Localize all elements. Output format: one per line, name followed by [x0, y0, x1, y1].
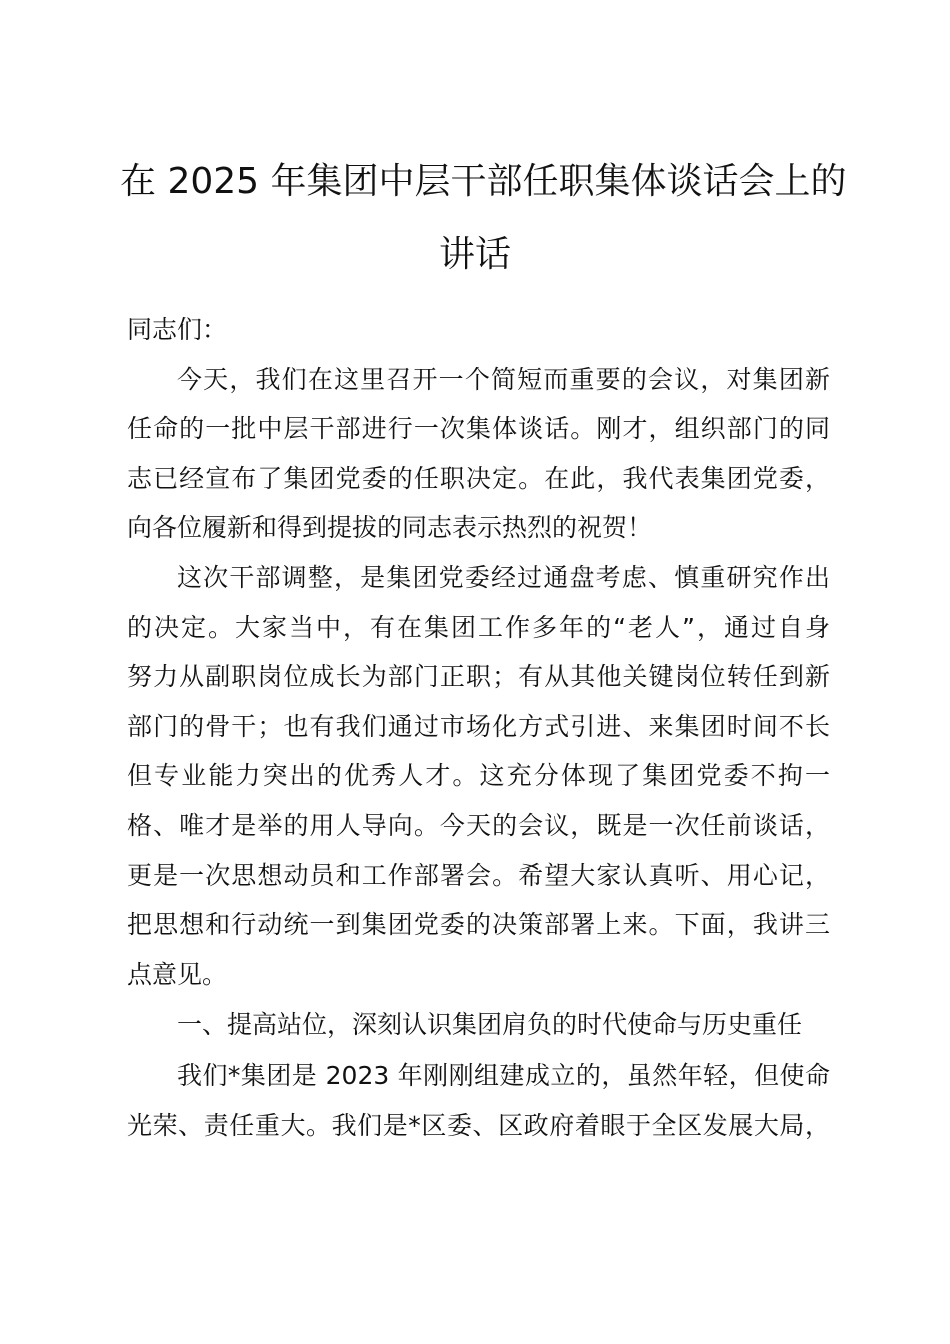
title-line-1: 在 2025 年集团中层干部任职集体谈话会上的 — [120, 161, 847, 202]
text-line: 光荣、责任重大。我们是*区委、区政府着眼于全区发展大局， — [127, 1110, 830, 1140]
paragraph-2 — [127, 553, 830, 999]
text-line: 努力从副职岗位成长为部门正职；有从其他关键岗位转任到新 — [127, 662, 830, 692]
text-line: 今天，我们在这里召开一个简短而重要的会议，对集团新 — [177, 364, 830, 394]
text-line: 向各位履新和得到提拔的同志表示热烈的祝贺！ — [127, 513, 653, 543]
section-heading: 一、提高站位，深刻认识集团肩负的时代使命与历史重任 — [177, 1010, 803, 1040]
text-line: 志已经宣布了集团党委的任职决定。在此，我代表集团党委， — [127, 463, 830, 493]
document-title — [120, 145, 847, 291]
text-line: 的决定。大家当中，有在集团工作多年的“老人”，通过自身 — [127, 612, 830, 642]
text-line: 把思想和行动统一到集团党委的决策部署上来。下面，我讲三 — [127, 910, 830, 940]
text-line: 点意见。 — [127, 959, 228, 989]
paragraph-3 — [127, 1051, 830, 1150]
text-line: 更是一次思想动员和工作部署会。希望大家认真听、用心记， — [127, 860, 830, 890]
text-line: 我们*集团是 2023 年刚刚组建成立的，虽然年轻，但使命 — [177, 1061, 830, 1091]
salutation: 同志们： — [127, 315, 228, 344]
text-line: 任命的一批中层干部进行一次集体谈话。刚才，组织部门的同 — [127, 414, 830, 444]
text-line: 这次干部调整，是集团党委经过通盘考虑、慎重研究作出 — [177, 562, 830, 592]
text-line: 但专业能力突出的优秀人才。这充分体现了集团党委不拘一 — [127, 761, 830, 791]
text-line: 部门的骨干；也有我们通过市场化方式引进、来集团时间不长 — [127, 711, 830, 741]
text-line: 格、唯才是举的用人导向。今天的会议，既是一次任前谈话， — [127, 810, 830, 840]
paragraph-1 — [127, 355, 830, 553]
document-body — [127, 305, 830, 1151]
title-line-2: 讲话 — [438, 234, 511, 275]
